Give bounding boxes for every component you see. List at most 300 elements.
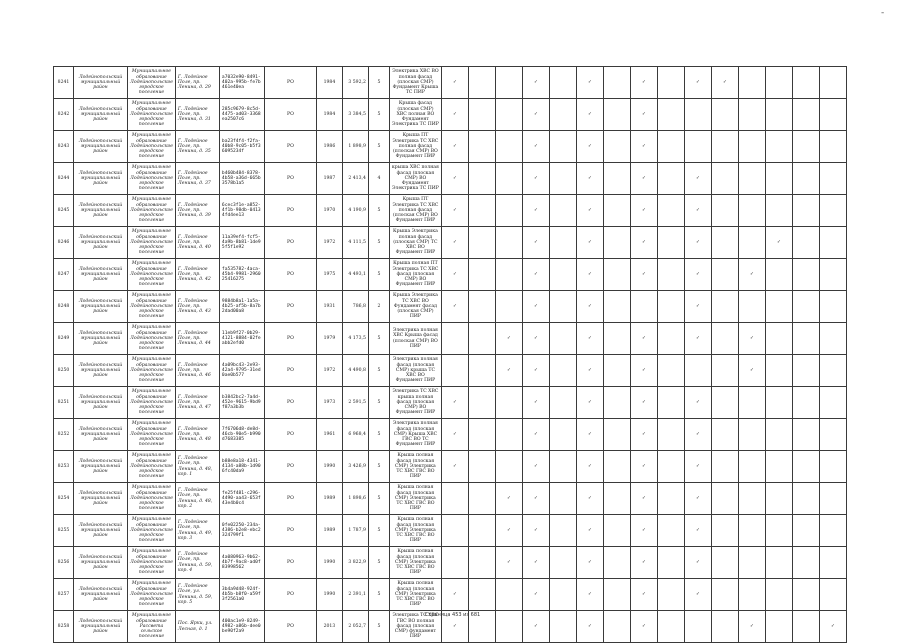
empty-check-cell <box>657 291 684 323</box>
empty-check-cell <box>468 259 495 291</box>
row-number: 8254 <box>54 483 74 515</box>
checkmark-icon: ✓ <box>441 611 468 643</box>
floors-cell: 5 <box>368 611 389 643</box>
floors-cell: 5 <box>368 451 389 483</box>
empty-check-cell <box>792 483 819 515</box>
owner-cell: Муниципальное образование Лодейнопольское городское поселение <box>128 483 176 515</box>
owner-cell: Муниципальное образование Лодейнопольское городское поселение <box>128 419 176 451</box>
empty-check-cell <box>549 323 576 355</box>
row-number: 8247 <box>54 259 74 291</box>
empty-check-cell <box>738 195 765 227</box>
checkmark-icon: ✓ <box>576 483 603 515</box>
checkmark-icon: ✓ <box>684 227 711 259</box>
checkmark-icon: ✓ <box>684 291 711 323</box>
empty-check-cell <box>657 419 684 451</box>
checkmark-icon: ✓ <box>630 163 657 195</box>
empty-check-cell <box>738 291 765 323</box>
empty-check-cell <box>549 451 576 483</box>
table-row <box>54 67 847 99</box>
year-cell: 1931 <box>316 291 342 323</box>
checkmark-icon: ✓ <box>522 227 549 259</box>
empty-check-cell <box>792 227 819 259</box>
checkmark-icon: ✓ <box>738 323 765 355</box>
empty-check-cell <box>549 195 576 227</box>
district-cell: Лодейнопольский муниципальный район <box>74 547 128 579</box>
form-cell: РО <box>264 483 316 515</box>
empty-check-cell <box>819 387 846 419</box>
guid-cell: 400ac1e9-8249-4982-a86b-dee0be90f2a9 <box>219 611 264 643</box>
checkmark-icon: ✓ <box>630 323 657 355</box>
checkmark-icon: ✓ <box>495 483 522 515</box>
checkmark-icon: ✓ <box>522 131 549 163</box>
checkmark-icon: ✓ <box>576 99 603 131</box>
table-row <box>54 547 847 579</box>
form-cell: РО <box>264 163 316 195</box>
checkmark-icon: ✓ <box>711 67 738 99</box>
guid-cell: fe25f481-c296-4490-aa43-653f43e4b0c4 <box>219 483 264 515</box>
floors-cell: 5 <box>368 99 389 131</box>
form-cell: РО <box>264 99 316 131</box>
checkmark-icon: ✓ <box>441 291 468 323</box>
empty-check-cell <box>657 227 684 259</box>
address-cell: Г. Лодейное Поле, пр. Ленина, д. 48 <box>175 419 219 451</box>
empty-check-cell <box>711 387 738 419</box>
checkmark-icon: ✓ <box>684 67 711 99</box>
guid-cell: 285c9679-8c5d-4475-ad03-3368ea2507c6 <box>219 99 264 131</box>
row-number: 8241 <box>54 67 74 99</box>
year-cell: 1975 <box>316 259 342 291</box>
checkmark-icon: ✓ <box>684 195 711 227</box>
year-cell: 1984 <box>316 99 342 131</box>
floors-cell: 5 <box>368 67 389 99</box>
empty-check-cell <box>441 515 468 547</box>
checkmark-icon: ✓ <box>522 291 549 323</box>
empty-check-cell <box>549 419 576 451</box>
floors-cell: 5 <box>368 131 389 163</box>
checkmark-icon: ✓ <box>576 451 603 483</box>
empty-check-cell <box>657 131 684 163</box>
table-row <box>54 515 847 547</box>
empty-check-cell <box>549 291 576 323</box>
empty-check-cell <box>738 483 765 515</box>
guid-cell: a7032e90-8491-402a-995b-fe7b461e40ea <box>219 67 264 99</box>
empty-check-cell <box>549 99 576 131</box>
empty-check-cell <box>468 99 495 131</box>
table-row <box>54 419 847 451</box>
empty-check-cell <box>468 67 495 99</box>
owner-cell: Муниципальное образование Лодейнопольское городское поселение <box>128 67 176 99</box>
checkmark-icon: ✓ <box>522 323 549 355</box>
empty-check-cell <box>792 547 819 579</box>
district-cell: Лодейнопольский муниципальный район <box>74 291 128 323</box>
empty-check-cell <box>819 291 846 323</box>
empty-check-cell <box>495 99 522 131</box>
empty-check-cell <box>711 547 738 579</box>
empty-check-cell <box>549 355 576 387</box>
checkmark-icon: ✓ <box>738 355 765 387</box>
works-cell: Крыша Электрика полная фасад (плоская СМР) ТС ХВС ВО Фундамент ПИР <box>389 227 441 259</box>
checkmark-icon: ✓ <box>576 259 603 291</box>
corner-mark: - <box>881 8 885 18</box>
empty-check-cell <box>765 99 792 131</box>
checkmark-icon: ✓ <box>522 387 549 419</box>
checkmark-icon: ✓ <box>684 547 711 579</box>
checkmark-icon: ✓ <box>441 67 468 99</box>
district-cell: Лодейнопольский муниципальный район <box>74 387 128 419</box>
checkmark-icon: ✓ <box>576 611 603 643</box>
row-number: 8253 <box>54 451 74 483</box>
empty-check-cell <box>738 227 765 259</box>
empty-check-cell <box>468 355 495 387</box>
checkmark-icon: ✓ <box>576 387 603 419</box>
district-cell: Лодейнопольский муниципальный район <box>74 67 128 99</box>
empty-check-cell <box>738 451 765 483</box>
empty-check-cell <box>819 67 846 99</box>
empty-check-cell <box>765 131 792 163</box>
empty-check-cell <box>495 579 522 611</box>
floors-cell: 5 <box>368 323 389 355</box>
checkmark-icon: ✓ <box>522 163 549 195</box>
row-number: 8246 <box>54 227 74 259</box>
empty-check-cell <box>711 355 738 387</box>
empty-check-cell <box>603 547 630 579</box>
form-cell: РО <box>264 611 316 643</box>
row-number: 8257 <box>54 579 74 611</box>
area-cell: 786,8 <box>342 291 368 323</box>
empty-check-cell <box>468 323 495 355</box>
checkmark-icon: ✓ <box>576 131 603 163</box>
checkmark-icon: ✓ <box>684 515 711 547</box>
area-cell: 2 591,5 <box>342 387 368 419</box>
area-cell: 4 173,5 <box>342 323 368 355</box>
empty-check-cell <box>495 291 522 323</box>
address-cell: Г. Лодейное Поле, пр. Ленина, д. 29 <box>175 67 219 99</box>
owner-cell: Муниципальное образование Лодейнопольское городское поселение <box>128 195 176 227</box>
owner-cell: Муниципальное образование Лодейнопольское городское поселение <box>128 99 176 131</box>
district-cell: Лодейнопольский муниципальный район <box>74 355 128 387</box>
empty-check-cell <box>603 451 630 483</box>
address-cell: Г. Лодейное Поле, пр. Ленина, д. 59, кор. 4 <box>175 547 219 579</box>
owner-cell: Муниципальное образование Лодейнопольское городское поселение <box>128 451 176 483</box>
empty-check-cell <box>603 323 630 355</box>
checkmark-icon: ✓ <box>630 419 657 451</box>
empty-check-cell <box>819 451 846 483</box>
empty-check-cell <box>738 99 765 131</box>
empty-check-cell <box>711 227 738 259</box>
district-cell: Лодейнопольский муниципальный район <box>74 579 128 611</box>
checkmark-icon: ✓ <box>522 355 549 387</box>
area-cell: 1 898,6 <box>342 483 368 515</box>
checkmark-icon: ✓ <box>630 387 657 419</box>
checkmark-icon: ✓ <box>441 227 468 259</box>
empty-check-cell <box>657 323 684 355</box>
district-cell: Лодейнопольский муниципальный район <box>74 227 128 259</box>
checkmark-icon: ✓ <box>765 227 792 259</box>
housing-register-table <box>53 66 847 643</box>
empty-check-cell <box>441 547 468 579</box>
guid-cell: 4a09bc43-2e93-42a4-9795-31ed0ae0b577 <box>219 355 264 387</box>
form-cell: РО <box>264 355 316 387</box>
empty-check-cell <box>819 323 846 355</box>
empty-check-cell <box>657 387 684 419</box>
checkmark-icon: ✓ <box>522 547 549 579</box>
area-cell: 3 384,5 <box>342 99 368 131</box>
empty-check-cell <box>738 387 765 419</box>
empty-check-cell <box>495 163 522 195</box>
checkmark-icon: ✓ <box>441 163 468 195</box>
empty-check-cell <box>711 483 738 515</box>
district-cell: Лодейнопольский муниципальный район <box>74 259 128 291</box>
empty-check-cell <box>657 483 684 515</box>
checkmark-icon: ✓ <box>576 163 603 195</box>
checkmark-icon: ✓ <box>630 131 657 163</box>
works-cell: Электрика полная фасад (плоская СМР) Крыша ХВС ГВС ВО ТС Фундамент ПИР <box>389 419 441 451</box>
empty-check-cell <box>468 291 495 323</box>
empty-check-cell <box>792 451 819 483</box>
owner-cell: Муниципальное образование Лодейнопольское городское поселение <box>128 131 176 163</box>
empty-check-cell <box>657 515 684 547</box>
address-cell: Г. Лодейное Поле, пр. Ленина, д. 48, кор. 2 <box>175 483 219 515</box>
checkmark-icon: ✓ <box>576 323 603 355</box>
area-cell: 1 787,9 <box>342 515 368 547</box>
checkmark-icon: ✓ <box>630 259 657 291</box>
owner-cell: Муниципальное образование Лодейнопольское городское поселение <box>128 259 176 291</box>
floors-cell: 5 <box>368 355 389 387</box>
empty-check-cell <box>792 259 819 291</box>
empty-check-cell <box>657 163 684 195</box>
checkmark-icon: ✓ <box>630 611 657 643</box>
empty-check-cell <box>765 163 792 195</box>
row-number: 8242 <box>54 99 74 131</box>
row-number: 8244 <box>54 163 74 195</box>
empty-check-cell <box>603 131 630 163</box>
empty-check-cell <box>792 419 819 451</box>
checkmark-icon: ✓ <box>576 227 603 259</box>
table-row <box>54 451 847 483</box>
empty-check-cell <box>738 419 765 451</box>
empty-check-cell <box>495 131 522 163</box>
empty-check-cell <box>711 323 738 355</box>
empty-check-cell <box>657 355 684 387</box>
empty-check-cell <box>468 451 495 483</box>
row-number: 8251 <box>54 387 74 419</box>
guid-cell: 11eb9f27-0b29-4121-8884-02feabb2efd0 <box>219 323 264 355</box>
form-cell: РО <box>264 547 316 579</box>
empty-check-cell <box>738 163 765 195</box>
owner-cell: Муниципальное образование Лодейнопольское городское поселение <box>128 291 176 323</box>
row-number: 8255 <box>54 515 74 547</box>
row-number: 8249 <box>54 323 74 355</box>
empty-check-cell <box>603 483 630 515</box>
guid-cell: 6cec3f1e-a852-4f1b-98db-04134fd4ee13 <box>219 195 264 227</box>
guid-cell: b3842bc2-7a4d-452e-9615-9bd9f87a3b3b <box>219 387 264 419</box>
floors-cell: 5 <box>368 259 389 291</box>
empty-check-cell <box>603 227 630 259</box>
empty-check-cell <box>711 131 738 163</box>
empty-check-cell <box>549 259 576 291</box>
empty-check-cell <box>603 259 630 291</box>
works-cell: Крыша полная фасад (плоская СМР) Электрика ТС ХВС ГВС ВО ПИР <box>389 515 441 547</box>
empty-check-cell <box>765 195 792 227</box>
checkmark-icon: ✓ <box>738 611 765 643</box>
form-cell: РО <box>264 227 316 259</box>
address-cell: Г. Лодейное Поле, пр. Ленина, д. 47 <box>175 387 219 419</box>
checkmark-icon: ✓ <box>441 579 468 611</box>
empty-check-cell <box>657 67 684 99</box>
floors-cell: 5 <box>368 195 389 227</box>
checkmark-icon: ✓ <box>441 419 468 451</box>
guid-cell: 11a39ef4-fcf5-4a9b-8b81-1de95f5f1e92 <box>219 227 264 259</box>
year-cell: 1972 <box>316 227 342 259</box>
floors-cell: 5 <box>368 547 389 579</box>
empty-check-cell <box>468 195 495 227</box>
checkmark-icon: ✓ <box>819 611 846 643</box>
table-row <box>54 483 847 515</box>
checkmark-icon: ✓ <box>576 67 603 99</box>
empty-check-cell <box>765 387 792 419</box>
area-cell: 3 426,9 <box>342 451 368 483</box>
checkmark-icon: ✓ <box>684 451 711 483</box>
row-number: 8258 <box>54 611 74 643</box>
checkmark-icon: ✓ <box>684 483 711 515</box>
empty-check-cell <box>468 419 495 451</box>
area-cell: 1 898,9 <box>342 131 368 163</box>
empty-check-cell <box>468 387 495 419</box>
works-cell: Электрика полная фасад (плоская СМР) крыша ТС ХВС ВО Фундамент ПИР <box>389 355 441 387</box>
empty-check-cell <box>441 483 468 515</box>
empty-check-cell <box>792 387 819 419</box>
works-cell: Электрика ХВС ВО полная фасад (плоская СМР) Фундамент Крыша ТС ПИР <box>389 67 441 99</box>
checkmark-icon: ✓ <box>738 259 765 291</box>
table-row <box>54 355 847 387</box>
checkmark-icon: ✓ <box>576 579 603 611</box>
empty-check-cell <box>441 323 468 355</box>
floors-cell: 5 <box>368 483 389 515</box>
empty-check-cell <box>738 67 765 99</box>
empty-check-cell <box>549 483 576 515</box>
empty-check-cell <box>603 67 630 99</box>
district-cell: Лодейнопольский муниципальный район <box>74 483 128 515</box>
guid-cell: 0fe02250-234a-4386-b2e8-ebc2324799f1 <box>219 515 264 547</box>
empty-check-cell <box>819 419 846 451</box>
checkmark-icon: ✓ <box>630 227 657 259</box>
empty-check-cell <box>684 355 711 387</box>
empty-check-cell <box>765 259 792 291</box>
form-cell: РО <box>264 259 316 291</box>
empty-check-cell <box>441 355 468 387</box>
owner-cell: Муниципальное образование Лодейнопольское городское поселение <box>128 387 176 419</box>
empty-check-cell <box>711 515 738 547</box>
table-row <box>54 99 847 131</box>
row-number: 8245 <box>54 195 74 227</box>
checkmark-icon: ✓ <box>522 451 549 483</box>
area-cell: 3 592,2 <box>342 67 368 99</box>
area-cell: 2 391,1 <box>342 579 368 611</box>
table-row <box>54 259 847 291</box>
empty-check-cell <box>792 579 819 611</box>
empty-check-cell <box>495 387 522 419</box>
checkmark-icon: ✓ <box>576 547 603 579</box>
year-cell: 1989 <box>316 515 342 547</box>
owner-cell: Муниципальное образование Лодейнопольское городское поселение <box>128 579 176 611</box>
table-row <box>54 323 847 355</box>
district-cell: Лодейнопольский муниципальный район <box>74 99 128 131</box>
checkmark-icon: ✓ <box>522 419 549 451</box>
form-cell: РО <box>264 579 316 611</box>
district-cell: Лодейнопольский муниципальный район <box>74 131 128 163</box>
empty-check-cell <box>819 259 846 291</box>
empty-check-cell <box>819 579 846 611</box>
empty-check-cell <box>738 547 765 579</box>
empty-check-cell <box>603 99 630 131</box>
empty-check-cell <box>549 131 576 163</box>
floors-cell: 5 <box>368 515 389 547</box>
checkmark-icon: ✓ <box>684 419 711 451</box>
empty-check-cell <box>711 291 738 323</box>
checkmark-icon: ✓ <box>495 323 522 355</box>
table-row <box>54 291 847 323</box>
empty-check-cell <box>468 483 495 515</box>
empty-check-cell <box>792 131 819 163</box>
empty-check-cell <box>468 515 495 547</box>
year-cell: 1984 <box>316 67 342 99</box>
guid-cell: ba23f4f4-f2fa-40b8-9c05-b5f36095234f <box>219 131 264 163</box>
checkmark-icon: ✓ <box>441 387 468 419</box>
table-row <box>54 579 847 611</box>
checkmark-icon: ✓ <box>630 515 657 547</box>
works-cell: Крыша фасад (плоская СМР) ХВС полная ВО Фундамент Электрика ТС ПИР <box>389 99 441 131</box>
area-cell: 4 111,5 <box>342 227 368 259</box>
address-cell: Г. Лодейное Поле, пр. Ленина, д. 31 <box>175 99 219 131</box>
checkmark-icon: ✓ <box>630 355 657 387</box>
empty-check-cell <box>657 195 684 227</box>
checkmark-icon: ✓ <box>684 387 711 419</box>
empty-check-cell <box>657 259 684 291</box>
works-cell: Крыша полная ПТ Электрика ТС ХВС фасад (плоская СМР) ВО Фундамент ПИР <box>389 259 441 291</box>
empty-check-cell <box>765 355 792 387</box>
empty-check-cell <box>738 515 765 547</box>
form-cell: РО <box>264 291 316 323</box>
empty-check-cell <box>819 515 846 547</box>
checkmark-icon: ✓ <box>630 483 657 515</box>
checkmark-icon: ✓ <box>684 163 711 195</box>
works-cell: Крыша полная фасад (плоская СМР) Электрика ТС ХВС ГВС ВО ПИР <box>389 483 441 515</box>
empty-check-cell <box>603 291 630 323</box>
empty-check-cell <box>495 451 522 483</box>
district-cell: Лодейнопольский муниципальный район <box>74 515 128 547</box>
empty-check-cell <box>495 419 522 451</box>
form-cell: РО <box>264 419 316 451</box>
district-cell: Лодейнопольский муниципальный район <box>74 163 128 195</box>
empty-check-cell <box>603 419 630 451</box>
empty-check-cell <box>603 387 630 419</box>
row-number: 8243 <box>54 131 74 163</box>
area-cell: 4 190,9 <box>342 195 368 227</box>
empty-check-cell <box>711 99 738 131</box>
form-cell: РО <box>264 451 316 483</box>
table-row <box>54 163 847 195</box>
owner-cell: Муниципальное образование Лодейнопольское городское поселение <box>128 355 176 387</box>
guid-cell: 7f6706d8-de8d-46cb-90e5-b990d7683385 <box>219 419 264 451</box>
empty-check-cell <box>711 163 738 195</box>
year-cell: 1990 <box>316 547 342 579</box>
works-cell: крыша ХВС полная фасад (плоская СМР) ВО Фундамент Электрика ТС ПИР <box>389 163 441 195</box>
floors-cell: 5 <box>368 387 389 419</box>
empty-check-cell <box>765 515 792 547</box>
empty-check-cell <box>657 547 684 579</box>
address-cell: Г. Лодейное Поле, пр. Ленина, д. 40 <box>175 227 219 259</box>
checkmark-icon: ✓ <box>630 195 657 227</box>
